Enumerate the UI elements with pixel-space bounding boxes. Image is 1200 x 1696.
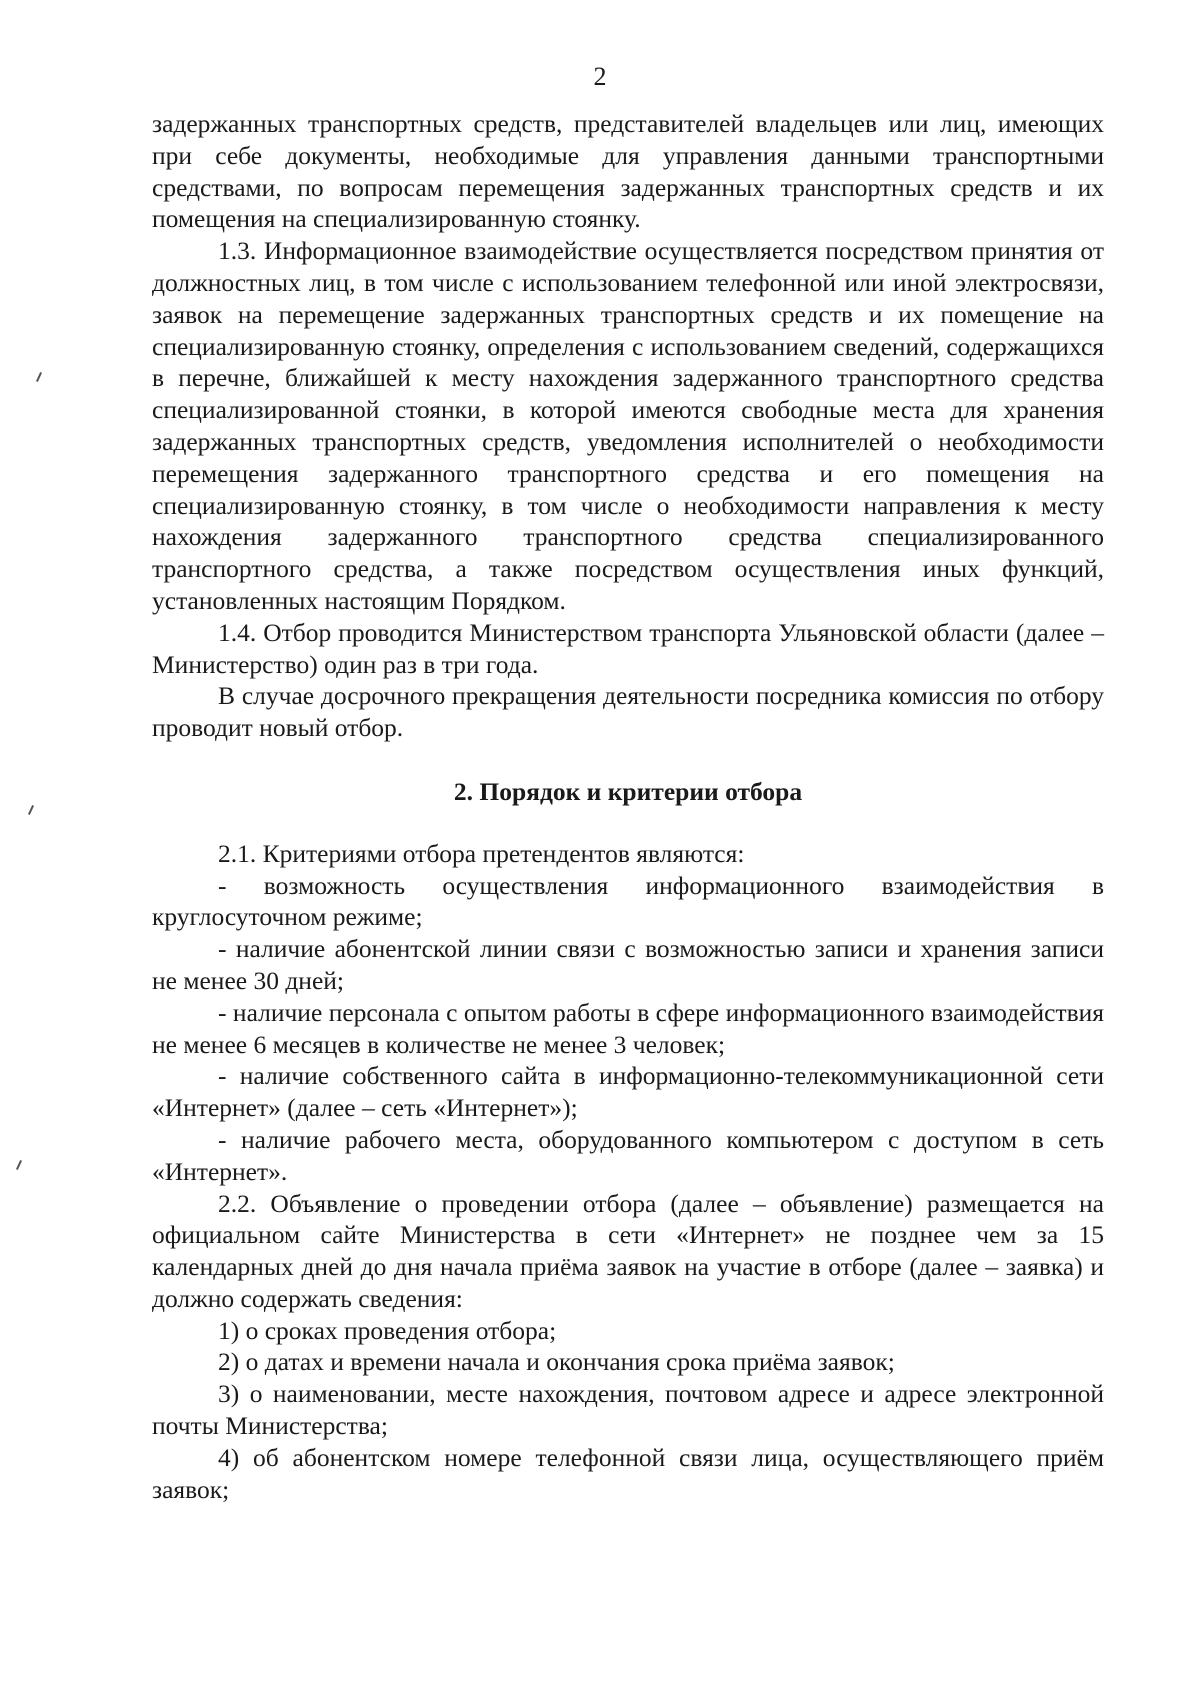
criteria-item: - возможность осуществления информационного взаимодействия в круглосуточном режиме; xyxy=(152,870,1104,932)
scan-mark xyxy=(28,805,34,815)
document-body xyxy=(152,108,1104,1505)
criteria-item: - наличие персонала с опытом работы в сфере информационного взаимодействия не менее 6 месяцев в количестве не менее 3 человек; xyxy=(152,997,1104,1059)
page-number: 2 xyxy=(593,62,607,91)
announcement-item: 4) об абонентском номере телефонной связи лица, осуществляющего приём заявок; xyxy=(152,1442,1104,1504)
section-heading: 2. Порядок и критерии отбора xyxy=(453,776,803,806)
paragraph-2-2: 2.2. Объявление о проведении отбора (далее – объявление) размещается на официальном сайте Министерства в сети «Интернет» не позднее чем за 15 календарных дней до дня начала приёма заявок на участие в отборе (далее – заявка) и должно содержать сведения: xyxy=(152,1188,1104,1313)
announcement-item: 2) о датах и времени начала и окончания срока приёма заявок; xyxy=(218,1347,895,1377)
paragraph-1-4: 1.4. Отбор проводится Министерством транспорта Ульяновской области (далее – Министерство) один раз в три года. xyxy=(152,617,1104,679)
paragraph-1-3: 1.3. Информационное взаимодействие осуществляется посредством принятия от должностных лиц, в том числе с использованием телефонной или иной электросвязи, заявок на перемещение задержанных транспортных средств и их помещение на специализированную стоянку, определения с использованием сведений, содержащихся в перечне, ближайшей к месту нахождения задержанного транспортного средства специализированной стоянки, в которой имеются свободные места для хранения задержанных транспортных средств, уведомления исполнителей о необходимости перемещения задержанного транспортного средства и его помещения на специализированную стоянку, в том числе о необходимости направления к месту нахождения задержанного транспортного средства специализированного транспортного средства, а также посредством осуществления иных функций, установленных настоящим Порядком. xyxy=(152,236,1104,615)
scan-mark xyxy=(36,372,42,382)
criteria-item: - наличие рабочего места, оборудованного компьютером с доступом в сеть «Интернет». xyxy=(152,1124,1104,1186)
paragraph-new-selection: В случае досрочного прекращения деятельности посредника комиссия по отбору проводит новый отбор. xyxy=(152,681,1104,743)
announcement-item: 1) о сроках проведения отбора; xyxy=(218,1315,557,1345)
scan-mark xyxy=(16,1160,22,1170)
paragraph-2-1: 2.1. Критериями отбора претендентов являются: xyxy=(218,838,745,868)
paragraph-continuation: задержанных транспортных средств, представителей владельцев или лиц, имеющих при себе документы, необходимые для управления данными транспортными средствами, по вопросам перемещения задержанных транспортных средств и их помещения на специализированную стоянку. xyxy=(152,109,1104,234)
criteria-item: - наличие абонентской линии связи с возможностью записи и хранения записи не менее 30 дней; xyxy=(152,934,1104,995)
criteria-item: - наличие собственного сайта в информационно-телекоммуникационной сети «Интернет» (далее – сеть «Интернет»); xyxy=(152,1061,1104,1123)
announcement-item: 3) о наименовании, месте нахождения, почтовом адресе и адресе электронной почты Министерства; xyxy=(152,1379,1104,1441)
